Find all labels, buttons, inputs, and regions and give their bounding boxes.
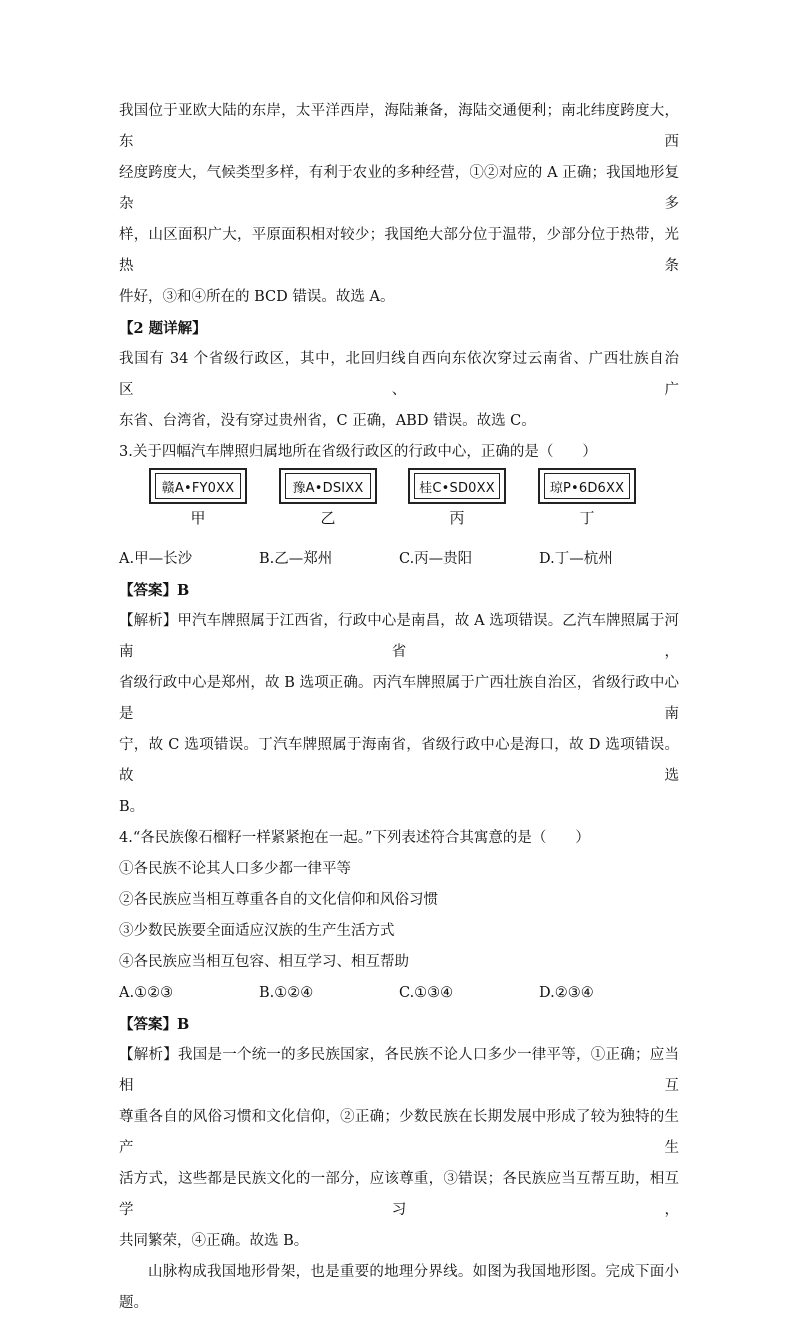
plate-label: 甲 <box>190 509 206 527</box>
q3-option-b: B.乙—郑州 <box>259 551 333 567</box>
license-plate-figure <box>119 468 679 544</box>
q3-analysis-line: 省级行政中心是郑州，故 B 选项正确。丙汽车牌照属于广西壮族自治区，省级行政中心是南 <box>119 675 679 722</box>
q4-statement: ①各民族不论其人口多少都一律平等 <box>119 861 351 877</box>
plate-outer-frame <box>538 468 636 504</box>
q3-option-c: C.丙—贵阳 <box>399 551 473 567</box>
plate-number: 赣A•FY0XX <box>155 473 241 499</box>
plate-yi <box>279 468 377 528</box>
q4-analysis-line: 活方式，这些都是民族文化的一部分，应该尊重，③错误；各民族应当互帮互助，相互学习， <box>119 1171 679 1218</box>
answer-text-line: 件好，③和④所在的 BCD 错误。故选 A。 <box>119 289 395 305</box>
q4-analysis-line: 尊重各自的风俗习惯和文化信仰，②正确；少数民族在长期发展中形成了较为独特的生产生 <box>119 1109 679 1156</box>
plate-outer-frame <box>279 468 377 504</box>
q3-options <box>119 544 679 575</box>
plate-number: 桂C•SD0XX <box>414 473 500 499</box>
answer-text-line: 经度跨度大，气候类型多样，有利于农业的多种经营，①②对应的 A 正确；我国地形复杂多 <box>119 165 679 212</box>
q3-answer: 【答案】B <box>119 582 190 599</box>
plate-outer-frame <box>408 468 506 504</box>
q4-stem: 4.“各民族像石榴籽一样紧紧抱在一起。”下列表述符合其寓意的是（ ） <box>119 830 590 846</box>
q3-analysis-line: B。 <box>119 799 145 815</box>
plate-number: 豫A•DSIXX <box>285 473 371 499</box>
document-body <box>119 96 679 1319</box>
plate-ding <box>538 468 636 528</box>
q2-heading: 【2 题详解】 <box>119 320 207 337</box>
q4-analysis-line: 共同繁荣，④正确。故选 B。 <box>119 1233 309 1249</box>
q4-statement: ④各民族应当相互包容、相互学习、相互帮助 <box>119 954 409 970</box>
q3-analysis-line: 【解析】甲汽车牌照属于江西省，行政中心是南昌，故 A 选项错误。乙汽车牌照属于河南省， <box>119 613 679 660</box>
q4-option-c: C.①③④ <box>399 985 454 1001</box>
q3-stem: 3.关于四幅汽车牌照归属地所在省级行政区的行政中心，正确的是（ ） <box>119 444 597 460</box>
q2-text-line: 我国有 34 个省级行政区，其中，北回归线自西向东依次穿过云南省、广西壮族自治区、广 <box>119 351 679 398</box>
q4-option-b: B.①②④ <box>259 985 314 1001</box>
q4-option-d: D.②③④ <box>539 985 594 1001</box>
plate-bing <box>408 468 506 528</box>
q4-answer: 【答案】B <box>119 1016 190 1033</box>
q4-analysis-line: 【解析】我国是一个统一的多民族国家，各民族不论人口多少一律平等，①正确；应当相互 <box>119 1047 679 1094</box>
plate-label: 乙 <box>320 509 336 527</box>
plate-label: 丁 <box>579 509 595 527</box>
q4-options <box>119 978 679 1009</box>
q4-statement: ②各民族应当相互尊重各自的文化信仰和风俗习惯 <box>119 892 438 908</box>
plate-label: 丙 <box>449 509 465 527</box>
q3-option-a: A.甲—长沙 <box>119 551 193 567</box>
answer-text-line: 样，山区面积广大，平原面积相对较少；我国绝大部分位于温带，少部分位于热带，光热条 <box>119 227 679 274</box>
q3-option-d: D.丁—杭州 <box>539 551 613 567</box>
plate-outer-frame <box>149 468 247 504</box>
plate-number: 琼P•6D6XX <box>544 473 630 499</box>
q2-text-line: 东省、台湾省，没有穿过贵州省，C 正确，ABD 错误。故选 C。 <box>119 413 536 429</box>
q4-option-a: A.①②③ <box>119 985 174 1001</box>
plate-jia <box>149 468 247 528</box>
q3-analysis-line: 宁，故 C 选项错误。丁汽车牌照属于海南省，省级行政中心是海口，故 D 选项错误。故选 <box>119 737 679 784</box>
q4-statement: ③少数民族要全面适应汉族的生产生活方式 <box>119 923 395 939</box>
next-question-intro: 山脉构成我国地形骨架，也是重要的地理分界线。如图为我国地形图。完成下面小题。 <box>119 1264 679 1311</box>
answer-text-line: 我国位于亚欧大陆的东岸，太平洋西岸，海陆兼备，海陆交通便利；南北纬度跨度大，东西 <box>119 103 679 150</box>
